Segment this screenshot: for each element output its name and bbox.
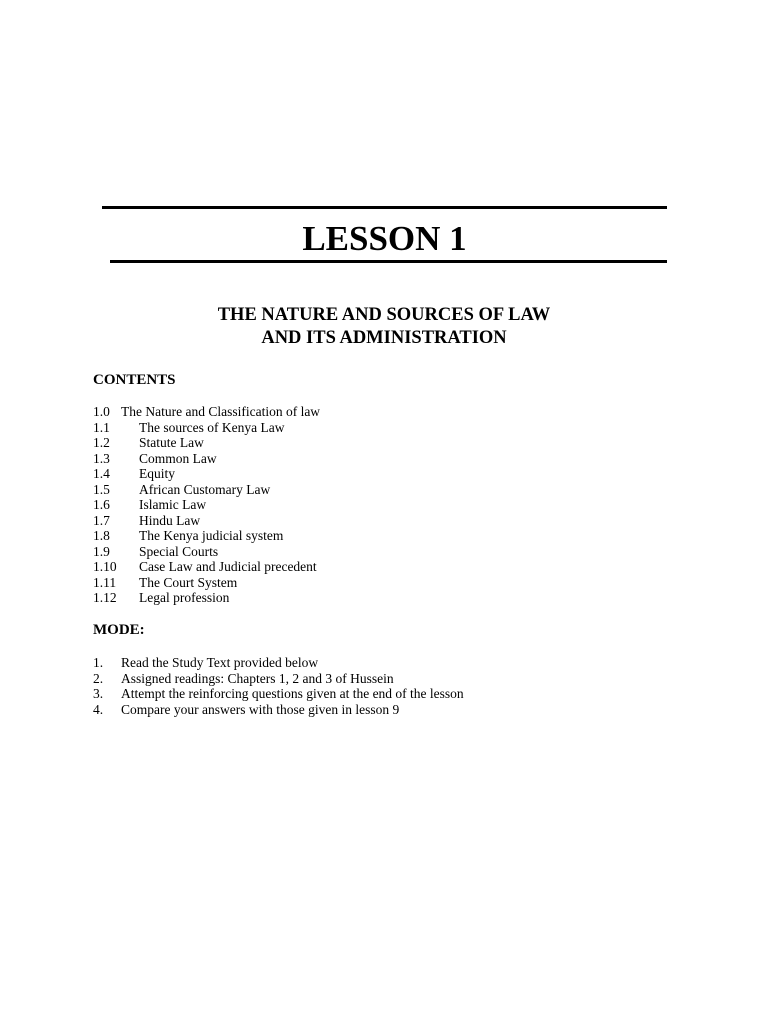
mode-item-number: 4. xyxy=(93,701,104,717)
contents-item-number: 1.9 xyxy=(93,543,110,559)
mode-item-number: 2. xyxy=(93,670,104,686)
title-top-rule xyxy=(102,206,667,209)
lesson-title: LESSON 1 xyxy=(302,219,467,258)
contents-item-text: The Nature and Classification of law xyxy=(121,404,321,419)
contents-item-number: 1.2 xyxy=(93,435,110,450)
mode-heading: MODE: xyxy=(93,622,145,638)
mode-item-number: 3. xyxy=(93,686,104,701)
mode-item-number: 1. xyxy=(93,655,104,670)
contents-item-text: African Customary Law xyxy=(139,481,271,497)
mode-item-text: Attempt the reinforcing questions given at the end of the lesson xyxy=(121,686,464,701)
title-bottom-rule xyxy=(110,260,667,263)
contents-item-text: Case Law and Judicial precedent xyxy=(139,559,317,574)
contents-item-text: Hindu Law xyxy=(139,512,201,528)
contents-item-number: 1.8 xyxy=(93,528,110,543)
contents-item-text: The Kenya judicial system xyxy=(139,528,284,543)
contents-item-text: Special Courts xyxy=(139,543,219,559)
contents-item-text: Statute Law xyxy=(139,435,204,450)
mode-item-text: Compare your answers with those given in lesson 9 xyxy=(121,701,400,717)
contents-item-number: 1.1 xyxy=(93,419,110,435)
contents-item-text: The Court System xyxy=(139,574,238,590)
contents-item-number: 1.6 xyxy=(93,497,110,512)
contents-item-text: The sources of Kenya Law xyxy=(139,419,285,435)
contents-item-text: Islamic Law xyxy=(139,497,207,512)
contents-item-text: Equity xyxy=(139,466,175,481)
subtitle-line-1: THE NATURE AND SOURCES OF LAW xyxy=(217,305,551,325)
subtitle-line-2: AND ITS ADMINISTRATION xyxy=(261,328,507,348)
contents-item-number: 1.7 xyxy=(93,512,110,528)
contents-item-number: 1.5 xyxy=(93,481,110,497)
contents-item-number: 1.0 xyxy=(93,404,110,419)
contents-item-number: 1.12 xyxy=(93,590,117,605)
mode-item-text: Read the Study Text provided below xyxy=(121,655,319,670)
mode-item-text: Assigned readings: Chapters 1, 2 and 3 of Hussein xyxy=(121,670,394,686)
contents-item-number: 1.4 xyxy=(93,466,110,481)
contents-item-text: Legal profession xyxy=(139,590,230,605)
contents-item-number: 1.11 xyxy=(93,574,117,590)
contents-heading: CONTENTS xyxy=(93,372,176,388)
contents-item-number: 1.10 xyxy=(93,559,117,574)
contents-item-text: Common Law xyxy=(139,450,217,466)
contents-item-number: 1.3 xyxy=(93,450,110,466)
